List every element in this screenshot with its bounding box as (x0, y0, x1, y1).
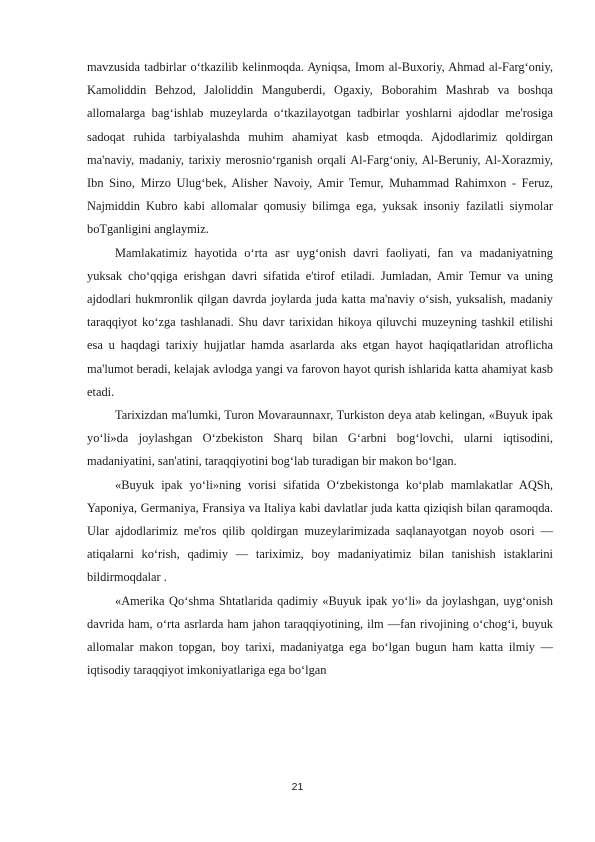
page-number: 21 (291, 781, 304, 793)
paragraph-2: Mamlakatimiz hayotida o‘rta asr uyg‘onish davri faoliyati, fan va madaniyatning yuksak cho‘qqiga erishgan davri sifatida e'tirof etiladi. Jumladan, Amir Temur va uning ajdodlari hukmronlik qilgan davrda joylarda juda katta ma'naviy o‘sish, yuksalish, madaniy taraqqiyot ko‘zga tashlanadi. Shu davr tarixidan hikoya qiluvchi muzeyning tashkil etilishi esa u haqdagi tarixiy hujjatlar hamda asarlarda aks etgan hayot haqiqatlaridan atroflicha ma'lumot beradi, kelajak avlodga yangi va farovon hayot qurish ishlarida katta ahamiyat kasb etadi. (87, 245, 553, 399)
body-text (87, 56, 553, 682)
paragraph-4: «Buyuk ipak yo‘li»ning vorisi sifatida O‘zbekistonga ko‘plab mamlakatlar AQSh, Yaponiya, Germaniya, Fransiya va Italiya kabi davlatlar juda katta qiziqish bilan qaramoqda. Ular ajdodlarimiz me'ros qilib qoldirgan muzeylarimizada saqlanayotgan noyob osori — atiqalarni ko‘rish, qadimiy — tariximiz, boy madaniyatimiz bilan tanishish istaklarini bildirmoqdalar . (87, 477, 553, 585)
paragraph-1: mavzusida tadbirlar o‘tkazilib kelinmoqda. Ayniqsa, Imom al-Buxoriy, Ahmad al-Farg‘oniy, Kamoliddin Behzod, Jaloliddin Manguberdi, Ogaxiy, Boborahim Mashrab va boshqa allomalarga bag‘ishlab muzeylarda o‘tkazilayotgan tadbirlar yoshlarni ajdodlar me'rosiga sadoqat ruhida tarbiyalashda muhim ahamiyat kasb etmoqda. Ajdodlarimiz qoldirgan ma'naviy, madaniy, tarixiy merosnio‘rganish orqali Al-Farg‘oniy, Al-Beruniy, Al-Xorazmiy, Ibn Sino, Mirzo Ulug‘bek, Alisher Navoiy, Amir Temur, Muhammad Rahimxon - Feruz, Najmiddin Kubro kabi allomalar qomusiy bilimga ega, yuksak insoniy fazilatli siymolar boTganligini anglaymiz. (87, 60, 553, 237)
paragraph-5: «Amerika Qo‘shma Shtatlarida qadimiy «Buyuk ipak yo‘li» da joylashgan, uyg‘onish davrida ham, o‘rta asrlarda ham jahon taraqqiyotining, ilm —fan rivojining o‘chog‘i, buyuk allomalar makon topgan, boy tarixi, madaniyatga ega bo‘lgan bugun ham katta ilmiy — iqtisodiy taraqqiyot imkoniyatlariga ega bo‘lgan (87, 593, 553, 678)
paragraph-3: Tarixizdan ma'lumki, Turon Movaraunnaxr, Turkiston deya atab kelingan, «Buyuk ipak yo‘li»da joylashgan O‘zbekiston Sharq bilan G‘arbni bog‘lovchi, ularni iqtisodini, madaniyatini, san'atini, taraqqiyotini bog‘lab turadigan bir makon bo‘lgan. (87, 408, 553, 469)
